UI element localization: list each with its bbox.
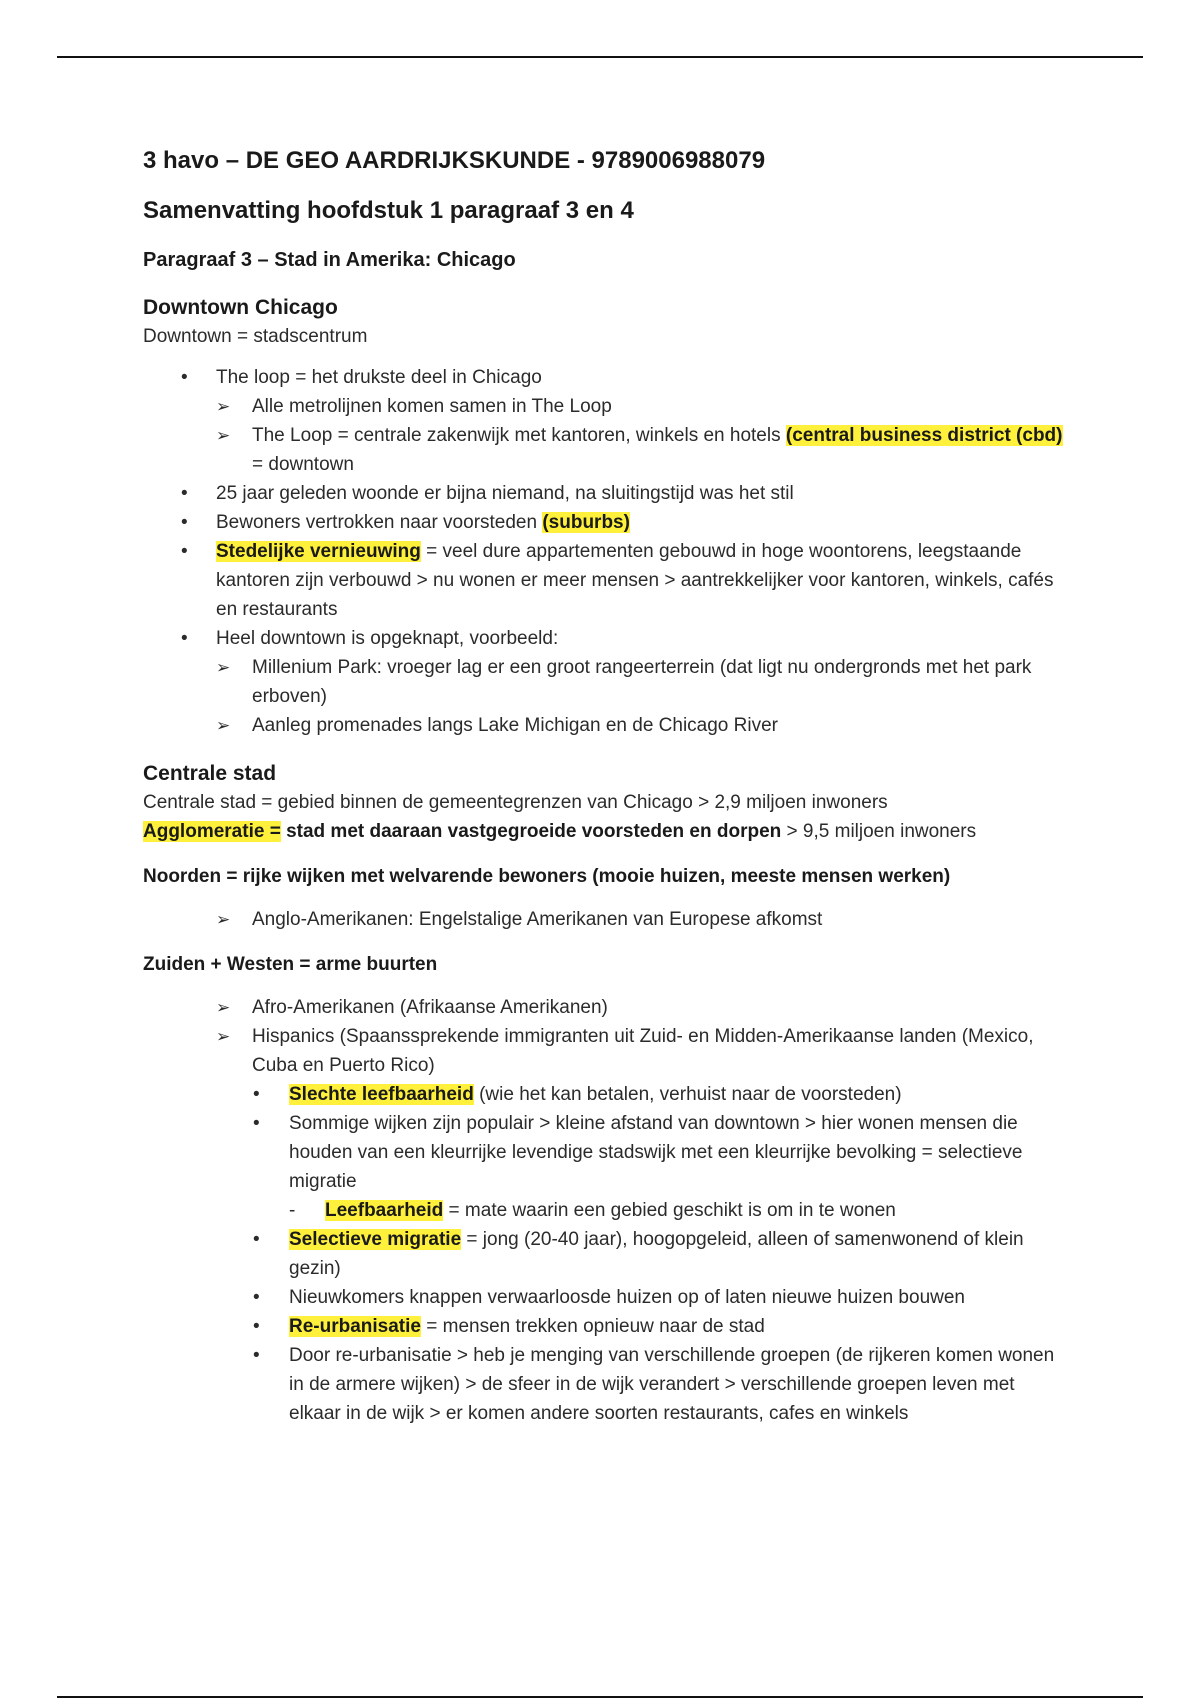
section-heading: Paragraaf 3 – Stad in Amerika: Chicago [143,249,516,271]
downtown-heading: Downtown Chicago [143,296,338,319]
highlight: Agglomeratie = [143,821,281,842]
arrow-icon: ➢ [216,716,231,735]
bullet-marker: • [253,1113,260,1134]
highlight: Slechte leefbaarheid [289,1084,474,1105]
highlight: Selectieve migratie [289,1229,462,1250]
list-item: • Selectieve migratie = jong (20-40 jaar), hoogopgeleid, alleen of samenwonend of klein gezin) [253,1225,1063,1283]
list-item: • 25 jaar geleden woonde er bijna niemand, na sluitingstijd was het stil [143,479,1063,508]
list-item: ➢ Millenium Park: vroeger lag er een groot rangeerterrein (dat ligt nu ondergronds met het park erboven) [216,653,1063,711]
bullet-marker: • [181,628,188,649]
arrow-icon: ➢ [216,397,231,416]
list-item: • Slechte leefbaarheid (wie het kan betalen, verhuist naar de voorsteden) [253,1080,1063,1109]
highlight: (central business district (cbd) [785,425,1063,446]
dash-marker: - [289,1200,296,1221]
centrale-stad-heading: Centrale stad [143,762,277,785]
noorden-line: Noorden = rijke wijken met welvarende bewoners (mooie huizen, meeste mensen werken) [143,866,951,887]
zuiden-line: Zuiden + Westen = arme buurten [143,954,438,975]
arrow-icon: ➢ [216,426,231,445]
document-subtitle: Samenvatting hoofdstuk 1 paragraaf 3 en 4 [143,197,634,224]
list-item: ➢ Afro-Amerikanen (Afrikaanse Amerikanen) [216,993,1063,1022]
arrow-icon: ➢ [216,1027,231,1046]
centrale-stad-line: Centrale stad = gebied binnen de gemeentegrenzen van Chicago > 2,9 miljoen inwoners [143,792,888,813]
arrow-icon: ➢ [216,998,231,1017]
bullet-marker: • [181,483,188,504]
bullet-marker: • [253,1345,260,1366]
highlight: Stedelijke vernieuwing [216,541,421,562]
list-item: ➢ The Loop = centrale zakenwijk met kantoren, winkels en hotels (central business district (cbd) = downtown [216,421,1063,479]
list-item: • Sommige wijken zijn populair > kleine afstand van downtown > hier wonen mensen die houden van een kleurrijke levendige stadswijk met een kleurrijke bevolking = selectieve migratie [253,1109,1063,1196]
list-item: ➢ Anglo-Amerikanen: Engelstalige Amerikanen van Europese afkomst [216,905,1063,934]
top-rule [57,56,1143,58]
list-item: • Nieuwkomers knappen verwaarloosde huizen op of laten nieuwe huizen bouwen [253,1283,1063,1312]
bullet-marker: • [253,1084,260,1105]
bottom-rule [57,1696,1143,1698]
list-item: ➢ Aanleg promenades langs Lake Michigan en de Chicago River [216,711,1063,740]
list-item: ➢ Hispanics (Spaanssprekende immigranten uit Zuid- en Midden-Amerikaanse landen (Mexico, Cuba en Puerto Rico) [216,1022,1063,1080]
bullet-marker: • [253,1287,260,1308]
list-item: • Heel downtown is opgeknapt, voorbeeld: ➢ Millenium Park: vroeger lag er een groot rangeerterrein (dat ligt nu ondergronds met het park erboven) ➢ Aanleg promenades langs Lake Michigan en de Chicago River [143,624,1063,740]
list-item: • Stedelijke vernieuwing = veel dure appartementen gebouwd in hoge woontorens, leegstaande kantoren zijn verbouwd > nu wonen er meer mensen > aantrekkelijker voor kantoren, winkels, cafés en restaurants [143,537,1063,624]
list-item: • Door re-urbanisatie > heb je menging van verschillende groepen (de rijkeren komen wonen in de armere wijken) > de sfeer in de wijk verandert > verschillende groepen leven met elkaar in de wijk > er komen andere soorten restaurants, cafes en winkels [253,1341,1063,1428]
highlight: Leefbaarheid [325,1200,444,1221]
list-item: • The loop = het drukste deel in Chicago ➢ Alle metrolijnen komen samen in The Loop ➢ The Loop = centrale zakenwijk met kantoren, winkels en hotels (central business district (cbd) = downtown [143,363,1063,479]
downtown-intro: Downtown = stadscentrum [143,326,368,347]
bullet-marker: • [253,1316,260,1337]
document-page [143,138,1063,1428]
list-item: ➢ Alle metrolijnen komen samen in The Loop [216,392,1063,421]
list-item: • Re-urbanisatie = mensen trekken opnieuw naar de stad [253,1312,1063,1341]
document-title: 3 havo – DE GEO AARDRIJKSKUNDE - 9789006988079 [143,147,766,174]
bullet-marker: • [181,512,188,533]
bullet-marker: • [181,541,188,562]
highlight: Re-urbanisatie [289,1316,421,1337]
bullet-marker: • [253,1229,260,1250]
arrow-icon: ➢ [216,658,231,677]
arrow-icon: ➢ [216,910,231,929]
agglomeratie-line: Agglomeratie = stad met daaraan vastgegroeide voorsteden en dorpen > 9,5 miljoen inwoners [143,821,977,842]
list-item: • Bewoners vertrokken naar voorsteden (suburbs) [143,508,1063,537]
bullet-marker: • [181,367,188,388]
list-item: - Leefbaarheid = mate waarin een gebied geschikt is om in te wonen [289,1196,1063,1225]
downtown-list [143,363,1063,740]
highlight: (suburbs) [542,512,630,533]
